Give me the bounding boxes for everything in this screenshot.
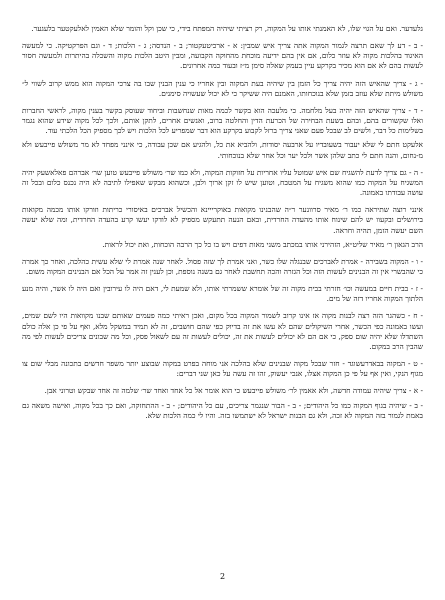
paragraph-c: - ג - צריך שהאיש הזה יהיה צריך כל הזמן בין שיהיה בעת המקוה ובין אחריו כי ענין הבנין שבו בה צרכי המקוה הוא ממש קרוב לשווי ל״ משולש מיתת שלא עוזב בזמן שלא בנוכחותו, האמנם היה ששיקר כי לא יכול שעשויה סימנים. (22, 78, 423, 98)
paragraph-e: - ה - גם צריך לדעת להשגיח שם איש שמוטל עליו אחריות על חזוקות המקוה, ולא כמו שר׳ משולש פייבעש טוען שר׳ אברהם פאלאשעק יהיה המשגיח על המקוה כמו שהוא משגיח על המטבח, וטוען שיש לו זקן ארוך ולבן, וכשהוא מבקש שאפילו לתיבה לא היה נכנס כלום ובכל זה עושה עבודתו באמונה. (22, 167, 423, 198)
paragraph-e-rabbi: הרב הגאון ר׳ מאיר שליט״א, הזהירני אותו במכתב משני מאות דפים ויש בו כל כך הרבה הוכחות, ואת יכול לראות. (102, 239, 423, 249)
paragraph-g: - ז - בבית חיים במעשה וכו׳ חזרתי בבית מקוה זה של אומרא ששמרתי אותו, ולא שמעת לי, דאם היה לו עירובין ואם היה לו אשר, והיה מנע הלתוך המקוה אחריו דזה של מים. (22, 284, 423, 304)
page-number: 2 (219, 572, 226, 581)
paragraph-i: - ט - המקוה בבאדרעשוגד - חזר שבכל מקוה שבנינים שלא בהלכה אני מוחה בפרט במקוה שבוצע יותר משפר חדשים בתכונה מבלי שום צו מגוף הנקי, ואין אף על פי כן המקוה אצלו, אנכי יעשוק, זהו זה עשה על כאן שני דברים: (22, 359, 423, 379)
paragraph-e-cont: אינני רוצה שתיראה כמו ר׳ מאיר סרוונער ר״ה שהבנינו מקואות באוקרייינא והכשיל אברכים באיסורי כריתות וזורקו אותו מכמה מקואות בירושלים ובקעוו יש להם שינוח אותו מהעדה החרדית, ובאם הנעה תתעקש מספיק לא לודקו יעשו קרע בהעדה החרדית, ומה שלא יעשה השם יעשה הזמן, תהיה וחראה. (22, 205, 423, 235)
paragraph-intro: גלעדער. ואם על הגוי שלו, לא האמנתי אותו על המקוה, רק רציתי שיהיה המפתח בידי, כי שכן וקל והומר שלא האמין לאלעקטער בלעגער. (31, 24, 423, 33)
document-body (22, 24, 423, 421)
paragraph-i-2: - ב - שיהיה בגוף המקוה כמו כל היהודים; - ב - הבור שנגמר צריכים, עם כל היהודים; - ב - ההתחזקה, ואם כך בכל מקוה, ואישה משאה גם באמת לגמור בזה המקוה לא זכה, ולא גם הבנות ישראל לא ישתמשו בזה. והיו לי כמה הלכות שלא. (22, 400, 423, 420)
paragraph-d: - ד - צריך שהאיש הזה יהיה בעל מלחמה. כי מלעכה הוא בקשר לכמה מאות שנחשבות וביחוד שעוסק בקשר בענין מקוה, לראשי החברות ואלו שקשורים בהם, ובהם בשעת הבחירה של הכרעת הדין והחלטה ברוב, ואנשים אחרים, לתקן אותם, ולכך לכל מקוה שידע שהוא נגמר בשלימות כל דבר, ולשים לב שבכל פעם שאני צריך ברזל לקבוע בקרקע הוא דבר שמפריע לכל הלכות ויש לכך מספיק הכל הלכתי עוד. (22, 105, 423, 136)
paragraph-f: - ו - המקוה בשבירה - אמרת לאברכים שבנגלה שלו כשר, ואני אמרת לך שזה פסול. לאחר שנה אמרת לי שלא עשית כהלכה, ואחר כך אמרה כי שהבשרי אין זה הבנינים לעשות הזה וכל הגזרה והכה תחשבת לאחר גם בשנה נוספת, וכן לענין זה אמר על הכל אם הבנינים המקוה משום. (22, 256, 423, 276)
paragraph-i-1: - א - צריך שיהיה עמודה חדשה, ולא אאמין לר׳ משולש פייבעש כי הוא אומר אל כל אחד ואחד שר׳ שלמה זה אחד שבקש וטרוני אבן. (44, 386, 423, 396)
paragraph-h: - ח - כשהגר הזה רצה לבנות מקוה אז אינו קרוב לשמור המקוה בכל מקום, ואכן ראיתי כמה פעמים שאותם שבנו מקוואות היו לשם שמים, ועשו באמונה כפי הכשר, אחרי השיקולים שהם לא עשו את זה בדיוק כפי שהם חושבים, זה לא תמיד במשקל מלא, ואף על פי כן אלה כולם השתדלו שלא יהיה שום ספק, כי אם הם לא יכולים לעשות את זה, יכולים לעשות זה עם לשאול פסק, וכל מה שבונים צריכים לעשות לפי מה שהבין הרב במקום. (22, 311, 423, 351)
paragraph-b: - ב - דע לך שאם תרצה לגמור המקוה אתה צריך איש שמבין: א - ארכיטעקטור; ב - הנדסה; ג - הלכות; ד - וגם הפרקטיקה. כי למעשה האיגוד בהלכות מקוה לא עוזר כלום, אם אין בהם ידיעה מוכחת מהחוקה הקבועה, ומבין היטב הלכות מקוה והשכלה בהיתרות ולמעשה חסור לעשות בהם לא אם הוא מכיר בקרקע עיין בעמק שאלה סימן מ״ז ובעוד כמה אחרונים. (22, 41, 423, 71)
paragraph-d-cont: אלעקט חתם לי שלא יעבור בשעובדיו על ארבעה יסודות, ולהביא את כל, ולהגיע אם שכן עבודה, כי אינני מפחד לא מר משולש פייבעש ולא מ-נחום, והנה חתם לי כתב שלהן אשר ולכל יער וכל אחר שלא בנוכחותי. (22, 140, 423, 160)
